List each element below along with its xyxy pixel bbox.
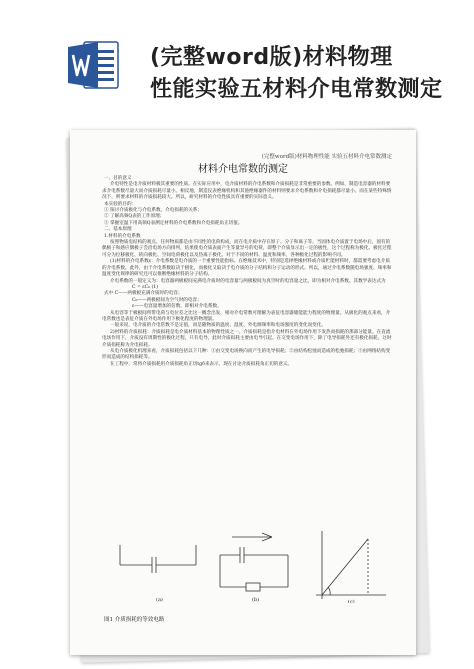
header [0,0,474,112]
document-paragraph: 1.材料的介电系数 [104,233,141,239]
document-paragraph: 一、目的意义 [104,176,132,181]
document-paragraph: 按照物质电结构的观点，任何物质都是由不同性的电荷构成，而在电介质中存在原子、分子和离子等。当固体电介质置于电场中后，固有的偶极子和感应偶极子会沿电场方向排列，结果使电介质表面产生等量异号的电荷，即整个介质显示出一定的极性，这个过程称为极化。极化过程可分为位移极化、转向极化、空间电荷极化以及热离子极化。对于不同的材料、温度和频率，各种极化过程的影响不同。 [102,240,392,258]
document-paragraph: 2)材料的介质损耗：介质损耗是电介质材料基本的物理性质之一。介质损耗是指介电材料在外电场作用下发热而损耗的那部分能量。在直流电场作用下，介质没有周期性的极化过程，只有电导，此时介质损耗主要由电导引起。在交变电场作用下，除了电导损耗外还有极化损耗，这时介质损耗称为介电损耗。 [102,329,392,348]
figure-label-a: (a) [156,597,163,603]
word-icon [68,40,120,90]
document-paragraph: 从电介质极化机理来看，介质损耗包括以下几种：①由交变电场换向而产生的电导损耗；②由结构松弛而造成的松弛损耗；③由网络结构变形而造成的结构损耗等。 [102,348,391,361]
document-paragraph: 介电系数的一般定义为：电容器两极板间充满电介质时的电容量与两极板间为真空时的电容量之比，即为相对介电系数。其数学表达式为 [110,278,386,284]
figure-equivalent-circuit [112,525,398,603]
document-paragraph: 从电容等于极板间所带电荷与电位差之比这一概念出发，相对介电常数可理解为表征电容器储能能力程度的物理量。从极化的观点来看，介电常数也是表征介质在外电场作用下极化程度的物理量。 [102,310,391,322]
figure-label-c: (c) [348,599,355,603]
document-paragraph: C = εC₀ (1) [132,284,158,290]
document-paragraph: ① 探讨介质极化与介电系数、介电损耗的关系； [104,208,202,214]
document-paragraph: 介电特性是电介质材料极其重要的性质。在实际应用中，电介质材料的介电系数和介质损耗是非常重要的参数。例如，制造电容器的材料要求介电系数尽量大而介质损耗尽量小。相反地，制造仪表绝缘机构和其他绝缘器件的材料则要求介电系数和介电损耗都尽量小。而在某些特殊情况下，则要求材料的介质损耗较大。所以，研究材料的介电性质具有重要的实际意义。 [102,182,392,201]
figure-label-b: (b) [252,597,260,603]
document-paragraph: C₀——两极板间为空气时的电容； [132,297,202,303]
document-body [102,176,394,368]
document-paragraph: 式中 C——两极板充满介质时的电容； [104,291,183,297]
page-title-line-1: (完整word版)材料物理 [150,45,393,70]
document-paragraph: ② 了解高频Q表的工作原理； [104,214,165,220]
running-header: (完整word版)材料物理性能 实验五材料介电常数测定 [261,154,392,160]
document-title: 材料介电常数的测定 [198,164,288,175]
page-title-line-2: 性能实验五材料介电常数测定 [150,77,443,102]
document-paragraph: 一般来说，电介质的介电常数不是定值，而是随物质的温度、湿度、外电源频率和电场强度的变化而变化。 [110,323,326,329]
document-paragraph: ε——电容量增加的倍数，即相对介电系数。 [132,304,222,310]
figure-caption: 图1 介质损耗的等效电路 [104,617,165,623]
document-paragraph: 在工程中，常将介质损耗用介质损耗角正切tgδ来表示，现在讨论介质损耗角正切的意义。 [110,361,293,367]
document-paragraph: 本实验的目的： [104,201,137,207]
document-paragraph: 二、基本原理 [104,227,132,233]
document-paragraph: (1)材料的介电系数ε：介电系数是电介质的一个重要性能指标。在绝缘技术中，特别是选择绝缘材料或介质贮能材料时，都需要考虑电介质的介电系数。此外，由于介电系数取决于极化，而极化又取决于电介质的分子结构和分子运动的形式。所以，通过介电系数随电场强度、频率和温度变化规律的研究还可以推断绝缘材料的分子结构。 [102,259,392,278]
document-page [70,130,416,655]
document-paragraph: ③ 掌握室温下用高频Q表测定材料的介电系数和介电损耗角正切值。 [104,220,243,226]
